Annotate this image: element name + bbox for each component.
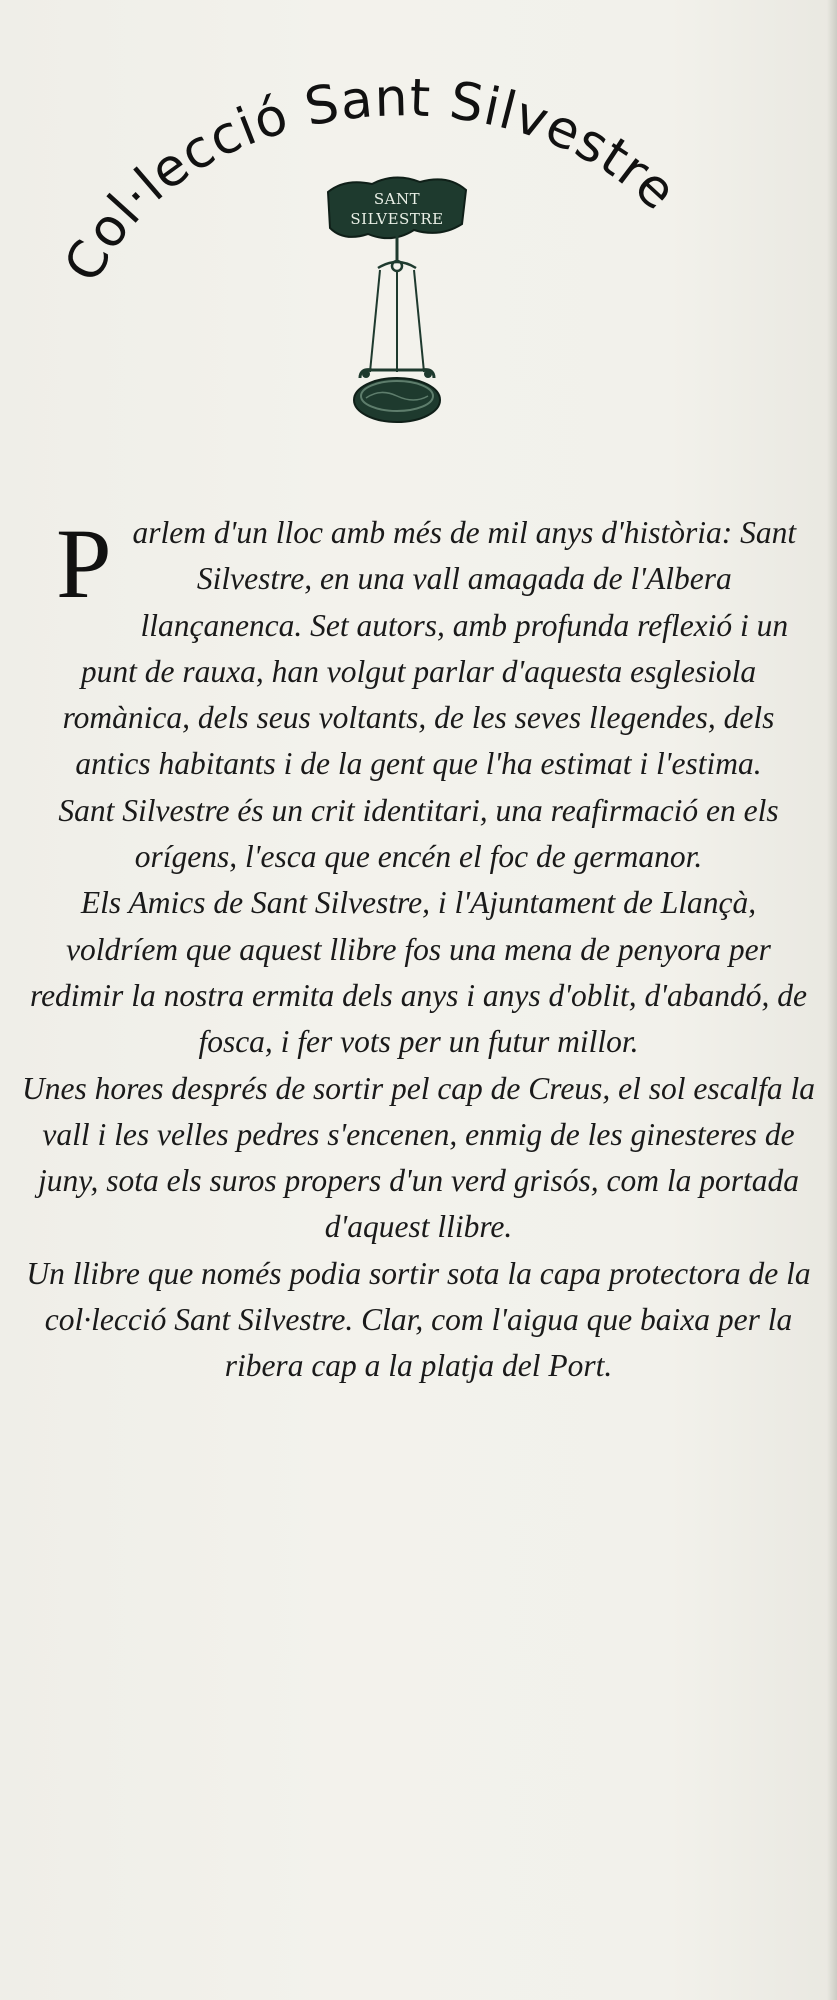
- paragraph-5: Un llibre que només podia sortir sota la capa protectora de la col·lecció Sant Silvestre. Clar, com l'aigua que baixa per la ribera cap a la platja del Port.: [26, 1255, 811, 1384]
- drop-cap: P: [56, 508, 112, 619]
- hanging-lantern-emblem-icon: [328, 177, 466, 422]
- paragraph-3: Els Amics de Sant Silvestre, i l'Ajuntament de Llançà, voldríem que aquest llibre fos una mena de penyora per redimir la nostra ermita dels anys i anys d'oblit, d'abandó, de fosca, i fer vots per un futur millor.: [29, 885, 808, 1060]
- emblem-sign-line1: SANT: [373, 190, 421, 208]
- collection-header: [0, 0, 837, 460]
- paragraph-1: [22, 510, 815, 788]
- emblem-sign-line2: SILVESTRE: [350, 210, 444, 228]
- collection-title: Col·lecció Sant Silvestre: [53, 68, 688, 292]
- presentation-text: [22, 510, 815, 1390]
- collection-title-arc: [53, 68, 688, 291]
- paragraph-2: Sant Silvestre és un crit identitari, una reafirmació en els orígens, l'esca que encén el foc de germanor.: [58, 792, 779, 875]
- paragraph-1-text: arlem d'un lloc amb més de mil anys d'història: Sant Silvestre, en una vall amagada de l'Albera llançanenca. Set autors, amb profunda reflexió i un punt de rauxa, han volgut parlar d'aquesta esglesiola romànica, dels seus voltants, de les seves llegendes, dels antics habitants i de la gent que l'ha estimat i l'estima.: [62, 515, 797, 782]
- paragraph-4: Unes hores després de sortir pel cap de Creus, el sol escalfa la vall i les velles pedres s'encenen, enmig de les ginesteres de juny, sota els suros propers d'un verd grisós, com la portada d'aquest llibre.: [22, 1070, 815, 1245]
- collection-header-art: [0, 0, 837, 460]
